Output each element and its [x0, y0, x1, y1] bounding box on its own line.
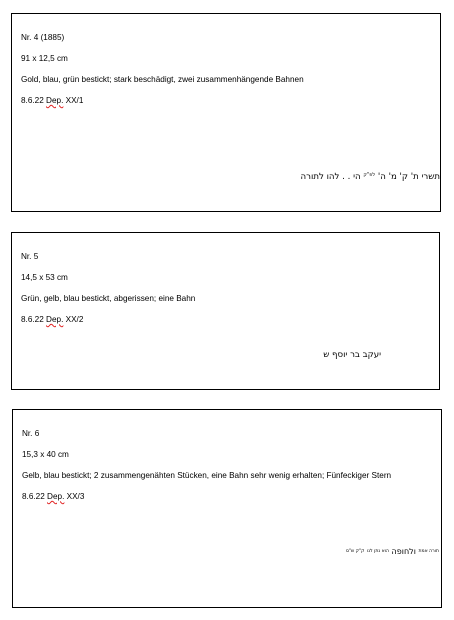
record-dimensions: 91 x 12,5 cm	[21, 54, 68, 63]
reference-dep: Dep.	[46, 96, 64, 105]
reference-date: 8.6.22	[21, 315, 44, 324]
record-reference	[21, 96, 83, 106]
reference-code: XX/1	[65, 96, 84, 105]
record-number: Nr. 5	[21, 252, 39, 261]
reference-dep: Dep.	[46, 315, 64, 324]
reference-code: XX/2	[65, 315, 84, 324]
hebrew-inscription-part-2: הי . . להו לתורה	[300, 172, 364, 182]
record-reference	[21, 315, 83, 325]
hebrew-inscription-part-1: תשרי ת' ק' מ' ה'	[375, 172, 440, 182]
record-card-nr-4	[11, 13, 441, 212]
reference-date: 8.6.22	[21, 96, 44, 105]
hebrew-inscription	[346, 547, 439, 556]
hebrew-inscription	[301, 172, 440, 182]
reference-date: 8.6.22	[22, 492, 45, 501]
record-description: Gelb, blau bestickt; 2 zusammengenähten Stücken, eine Bahn sehr wenig erhalten; Fünfeckiger Stern	[22, 471, 392, 480]
reference-dep: Dep.	[47, 492, 65, 501]
hebrew-small-text-3: ק"ק ש"ס	[345, 549, 365, 554]
record-dimensions: 14,5 x 53 cm	[21, 273, 68, 282]
record-description: Grün, gelb, blau bestickt, abgerissen; eine Bahn	[21, 294, 196, 303]
record-reference	[22, 492, 84, 502]
record-dimensions: 15,3 x 40 cm	[22, 450, 69, 459]
hebrew-small-text-1: תורה אמת	[418, 549, 439, 554]
hebrew-inscription: יעקב בר יוסף ש	[323, 350, 381, 360]
hebrew-main-text: ולחופה	[391, 547, 416, 556]
record-card-nr-5	[11, 232, 440, 390]
reference-code: XX/3	[66, 492, 85, 501]
hebrew-inscription-superscript: לפ"ק	[363, 172, 376, 178]
record-card-nr-6	[12, 409, 442, 608]
record-number: Nr. 4 (1885)	[21, 33, 65, 42]
record-number: Nr. 6	[22, 429, 40, 438]
hebrew-small-text-2: הוא נתן לנו	[366, 549, 389, 554]
record-description: Gold, blau, grün bestickt; stark beschädigt, zwei zusammenhängende Bahnen	[21, 75, 304, 84]
